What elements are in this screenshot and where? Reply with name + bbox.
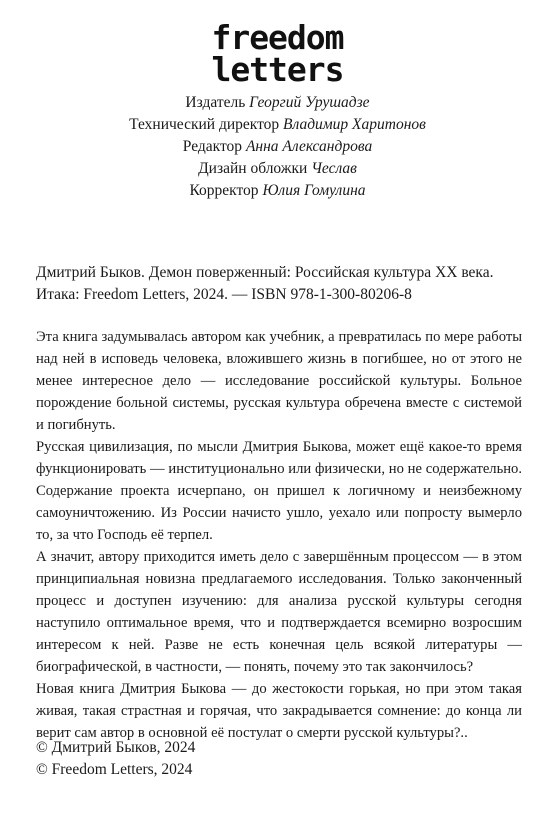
credit-role: Технический директор [129, 116, 280, 133]
credit-line-cover-design [0, 158, 555, 180]
copyright-publisher: © Freedom Letters, 2024 [36, 761, 193, 778]
credit-person: Владимир Харитонов [283, 116, 426, 133]
credit-person: Георгий Урушадзе [249, 94, 370, 111]
credit-line-editor [0, 136, 555, 158]
abstract-paragraph: Эта книга задумывалась автором как учебник, а превратилась по мере работы над ней в исповедь человека, вложившего жизнь в погибшее, но от этого не менее интересное дело — исследование российской культуры. Больное порождение больной системы, русская культура обречена вместе с системой и погибнуть. [36, 329, 522, 433]
credit-line-technical-director [0, 114, 555, 136]
logo-line-2: letters [211, 50, 344, 89]
abstract-paragraph: Новая книга Дмитрия Быкова — до жестокости горькая, но при этом такая живая, такая страстная и горячая, что закрадывается сомнение: до конца ли верит сам автор в основной её постулат о смерти русской культуры?.. [36, 681, 522, 741]
book-abstract [36, 326, 522, 744]
copyright-author: © Дмитрий Быков, 2024 [36, 739, 196, 756]
credit-line-proofreader [0, 180, 555, 202]
bibliographic-record: Дмитрий Быков. Демон поверженный: Российская культура XX века. Итака: Freedom Letters, 2024. — ISBN 978-1-300-80206-8 [36, 264, 494, 303]
credit-role: Дизайн обложки [198, 160, 308, 177]
credit-role: Издатель [185, 94, 246, 111]
abstract-paragraph: Русская цивилизация, по мысли Дмитрия Быкова, может ещё какое-то время функционировать — институционально или физически, но не содержательно. Содержание проекта исчерпано, он пришел к логичному и неизбежному самоуничтожению. Из России начисто ушло, уехало или попросту вымерло то, за что Господь её терпел. [36, 439, 522, 543]
abstract-paragraph: А значит, автору приходится иметь дело с завершённым процессом — в этом принципиальная новизна предлагаемого исследования. Только законченный процесс и доступен изучению: для анализа русской культуры сегодня наступило оптимальное время, что и подтверждается всемирно возросшим интересом к ней. Разве не есть конечная цель всякой литературы — биографической, в частности, — понять, почему это так закончилось? [36, 549, 522, 675]
credits-block [0, 92, 555, 202]
credit-person: Чеслав [311, 160, 357, 177]
credit-person: Юлия Гомулина [262, 182, 366, 199]
publisher-logo [0, 18, 555, 89]
credit-role: Корректор [189, 182, 259, 199]
logo-line-1: freedom [211, 18, 344, 57]
copyright-block [36, 737, 522, 781]
credit-role: Редактор [182, 138, 243, 155]
credit-line-publisher [0, 92, 555, 114]
credit-person: Анна Александрова [245, 138, 373, 155]
